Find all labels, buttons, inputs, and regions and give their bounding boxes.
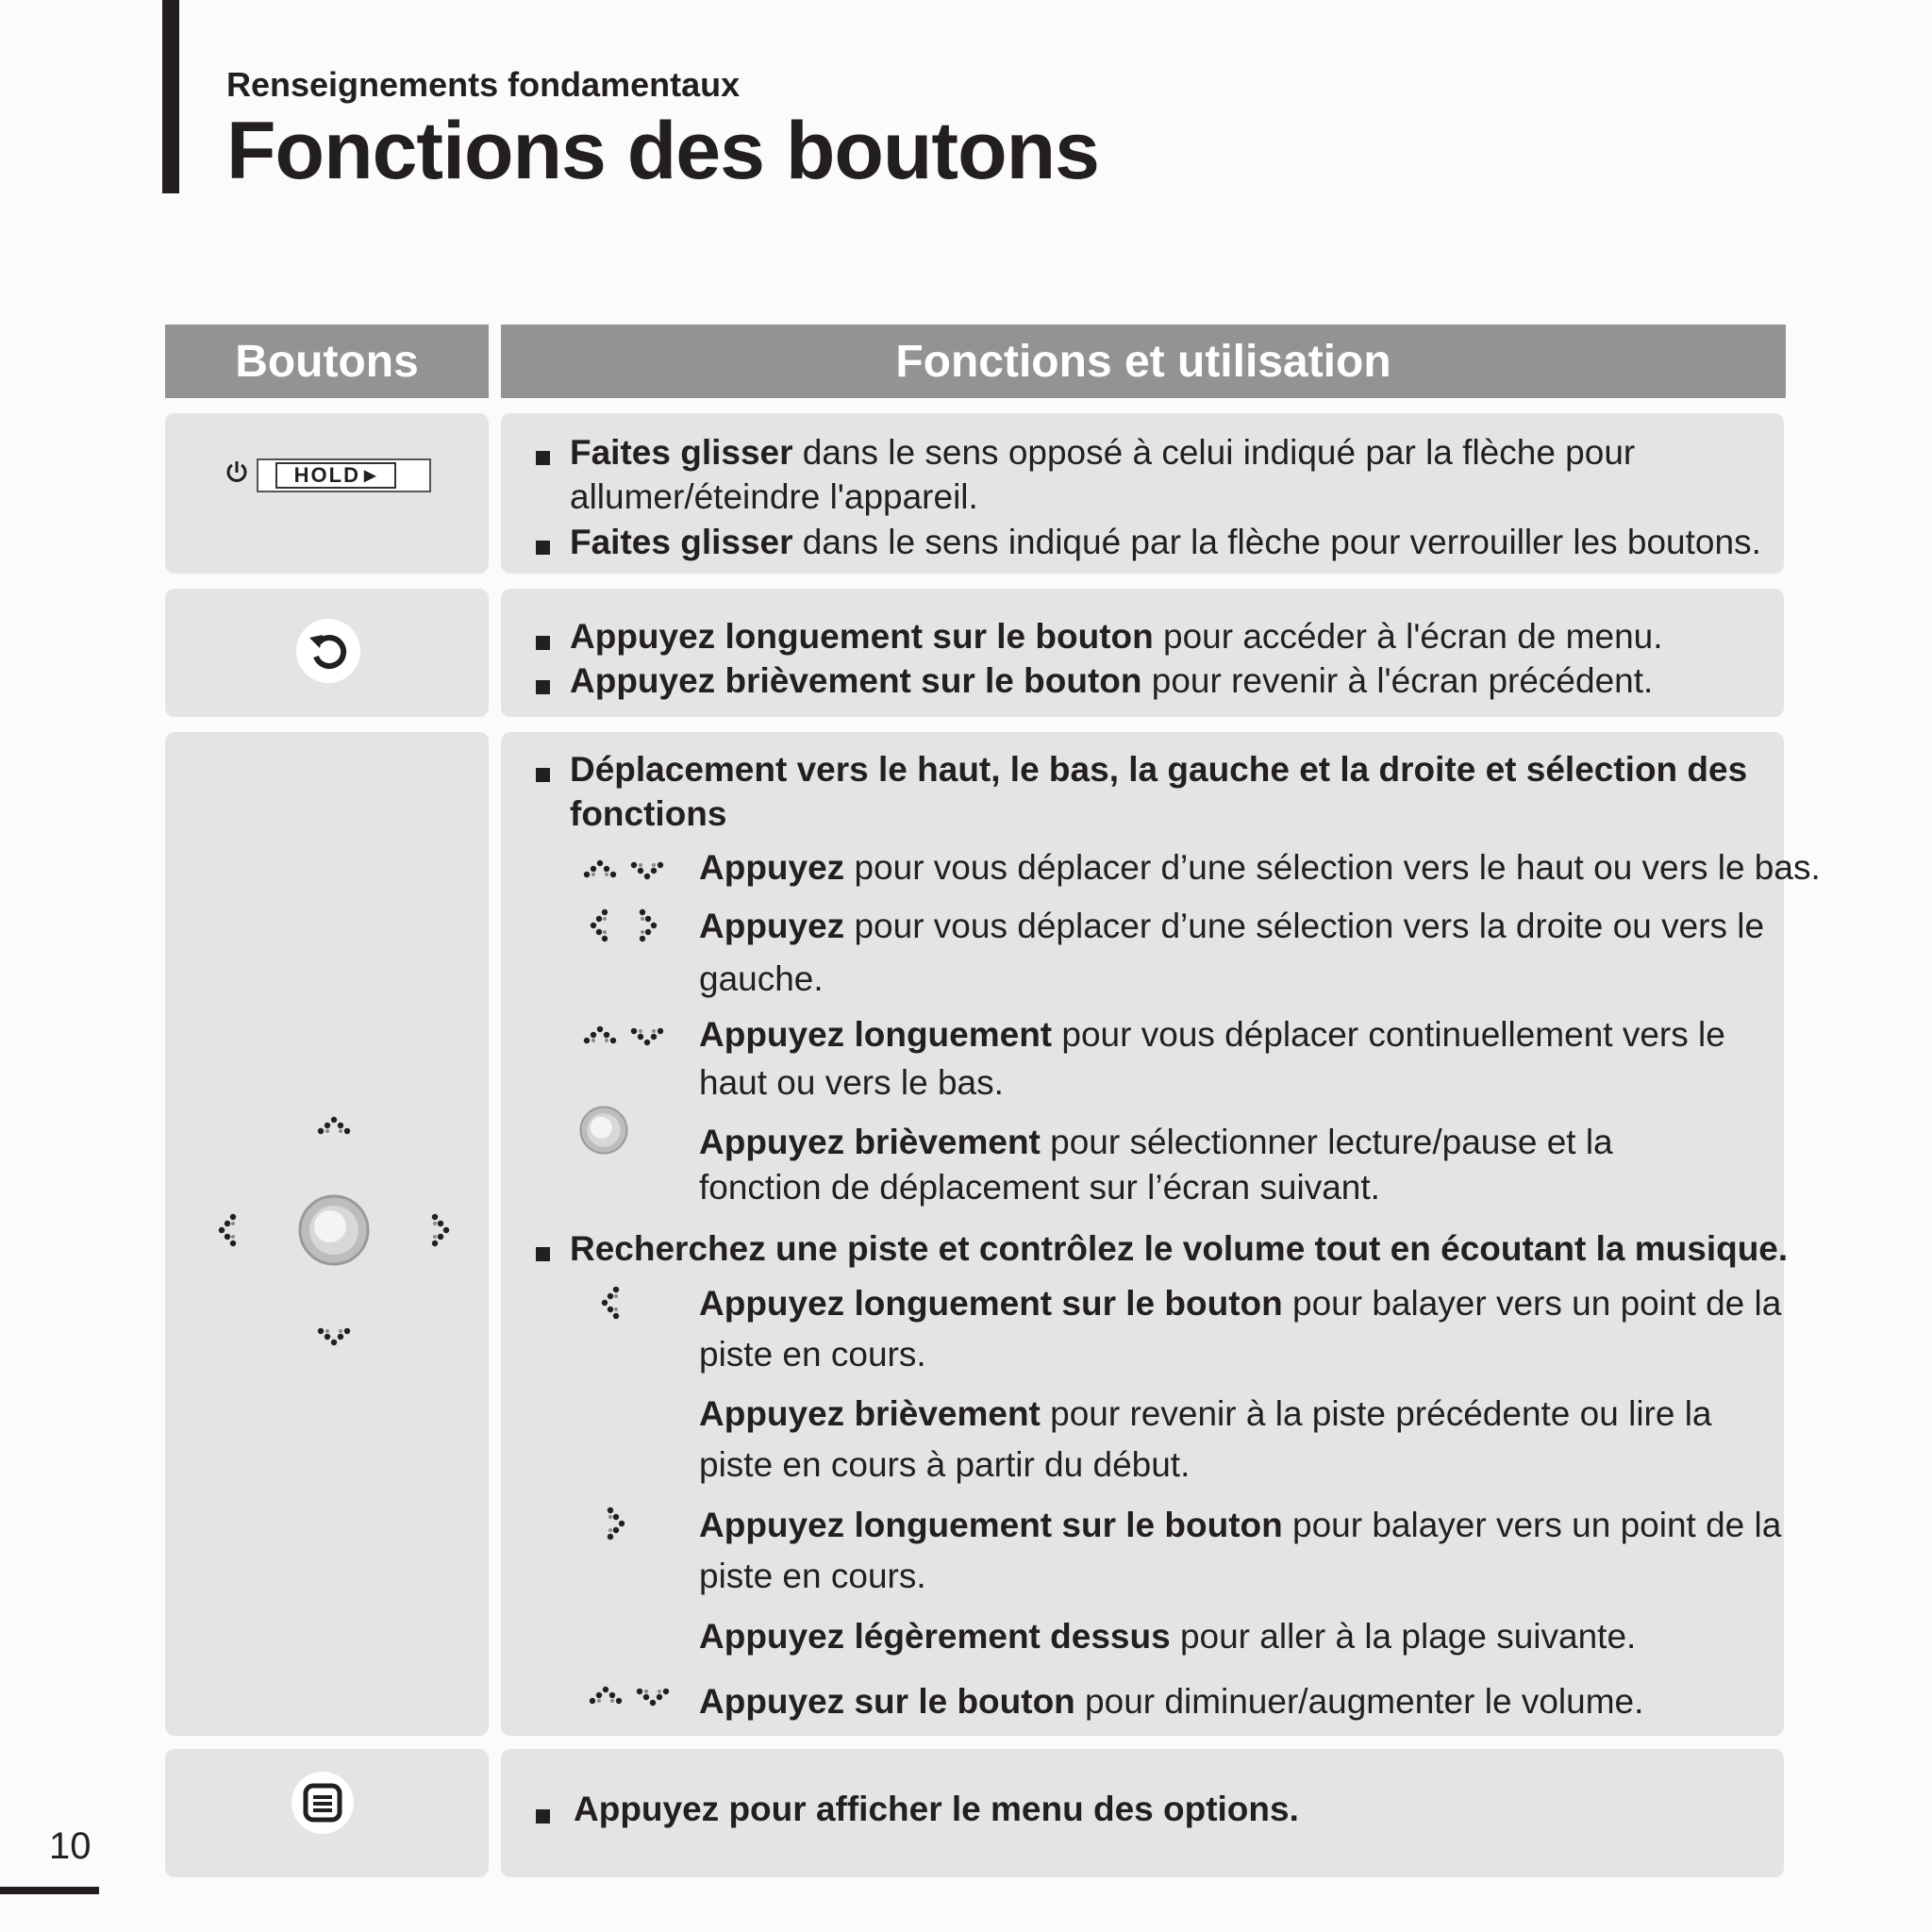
nav-item-c-line-2: haut ou vers le bas. — [699, 1063, 1004, 1102]
menu-line-1: Appuyez pour afficher le menu des options. — [574, 1790, 1299, 1828]
back-line-2: Appuyez brièvement sur le bouton pour revenir à l'écran précédent. — [570, 661, 1654, 700]
dotted-up-arrow-icon[interactable] — [318, 1117, 350, 1134]
nav-item-h: Appuyez légèrement dessus pour aller à la plage suivante. — [699, 1617, 1637, 1656]
select-button-icon[interactable] — [300, 1196, 368, 1264]
nav-item-g-line-2: piste en cours. — [699, 1557, 926, 1595]
hold-button-cell — [165, 413, 489, 574]
nav-item-c-line-1: Appuyez longuement pour vous déplacer continuellement vers le — [699, 1015, 1725, 1054]
bullet-icon — [536, 541, 550, 555]
menu-icon[interactable] — [290, 1770, 356, 1836]
bullet-icon — [536, 1809, 550, 1824]
column-header-buttons: Boutons — [165, 325, 489, 398]
page-title: Fonctions des boutons — [226, 106, 1099, 196]
dotted-left-arrow-icon[interactable] — [219, 1214, 236, 1246]
bullet-icon — [536, 768, 550, 782]
nav-item-d-line-1: Appuyez brièvement pour sélectionner lecture/pause et la — [699, 1123, 1613, 1161]
page-number-rule — [0, 1887, 99, 1894]
nav-heading-1-line-1: Déplacement vers le haut, le bas, la gauche et la droite et sélection des — [570, 750, 1748, 789]
up-down-arrows-icon — [585, 1679, 675, 1713]
nav-item-b-line-1: Appuyez pour vous déplacer d’une sélection vers la droite ou vers le — [699, 907, 1765, 945]
left-right-arrows-icon — [579, 902, 670, 949]
nav-item-e-line-1: Appuyez longuement sur le bouton pour balayer vers un point de la — [699, 1284, 1782, 1323]
power-icon — [225, 458, 249, 487]
select-button-icon — [577, 1104, 630, 1157]
nav-item-i: Appuyez sur le bouton pour diminuer/augmenter le volume. — [699, 1682, 1644, 1721]
up-down-arrows-icon — [579, 853, 670, 887]
bullet-icon — [536, 680, 550, 694]
navigation-pad — [208, 1094, 472, 1368]
nav-item-b-line-2: gauche. — [699, 959, 824, 998]
dotted-right-arrow-icon — [594, 1500, 632, 1547]
hold-label: HOLD — [293, 463, 360, 487]
nav-item-g-line-1: Appuyez longuement sur le bouton pour balayer vers un point de la — [699, 1506, 1782, 1544]
bullet-icon — [536, 1247, 550, 1261]
nav-item-a: Appuyez pour vous déplacer d’une sélection vers le haut ou vers le bas. — [699, 848, 1821, 887]
up-down-arrows-icon — [579, 1019, 670, 1053]
bullet-icon — [536, 636, 550, 650]
nav-heading-2: Recherchez une piste et contrôlez le volume tout en écoutant la musique. — [570, 1229, 1789, 1268]
arrow-right-icon: ▶ — [364, 468, 378, 484]
nav-item-d-line-2: fonction de déplacement sur l’écran suivant. — [699, 1168, 1380, 1207]
header-accent-bar — [162, 0, 179, 193]
back-line-1: Appuyez longuement sur le bouton pour accéder à l'écran de menu. — [570, 617, 1663, 656]
bullet-icon — [536, 451, 550, 465]
dotted-right-arrow-icon[interactable] — [432, 1214, 449, 1246]
back-arrow-icon[interactable] — [294, 617, 362, 685]
hold-line-1: Faites glisser dans le sens opposé à celui indiqué par la flèche pour — [570, 433, 1636, 472]
hold-switch-knob[interactable] — [275, 462, 396, 489]
column-header-functions: Fonctions et utilisation — [501, 325, 1786, 398]
nav-item-f-line-2: piste en cours à partir du début. — [699, 1445, 1191, 1484]
hold-line-2: allumer/éteindre l'appareil. — [570, 477, 978, 516]
section-label: Renseignements fondamentaux — [226, 65, 741, 104]
nav-item-f-line-1: Appuyez brièvement pour revenir à la piste précédente ou lire la — [699, 1394, 1712, 1433]
nav-item-e-line-2: piste en cours. — [699, 1335, 926, 1374]
dotted-down-arrow-icon[interactable] — [318, 1328, 350, 1345]
hold-line-3: Faites glisser dans le sens indiqué par la flèche pour verrouiller les boutons. — [570, 523, 1761, 561]
page-number: 10 — [49, 1825, 92, 1867]
dotted-left-arrow-icon — [594, 1279, 632, 1326]
nav-heading-1-line-2: fonctions — [570, 794, 727, 833]
page-header — [226, 64, 1099, 196]
